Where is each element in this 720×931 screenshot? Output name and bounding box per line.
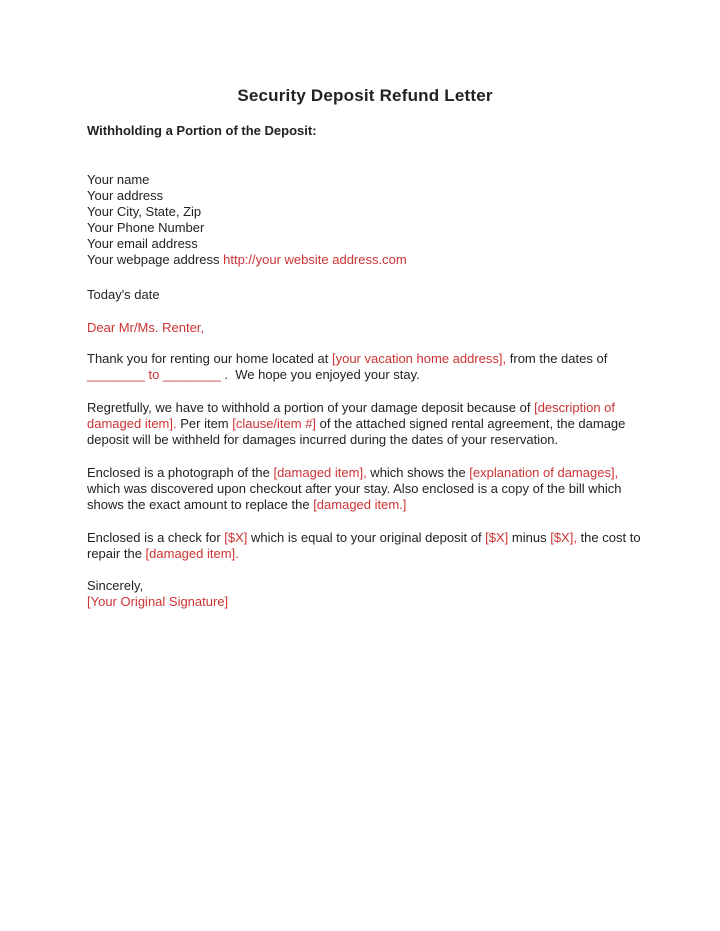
sender-info-block — [87, 172, 643, 268]
sender-name-line: Your name — [87, 172, 150, 187]
paragraph-withhold-reason: Regretfully, we have to withhold a portion of your damage deposit because of [description of damaged item]. Per item [clause/item #] of the attached signed rental agreement, the damage deposit will be withheld for damages incurred during the dates of your reservation. — [87, 400, 626, 447]
salutation: Dear Mr/Ms. Renter, — [87, 320, 205, 335]
closing: Sincerely, — [87, 578, 144, 593]
paragraph-enclosed-photograph: Enclosed is a photograph of the [damaged item], which shows the [explanation of damages], which was discovered upon checkout after your stay. Also enclosed is a copy of the bill which shows the exact amount to replace the [damaged item.] — [87, 465, 622, 512]
sender-address-line: Your address — [87, 188, 164, 203]
document-title: Security Deposit Refund Letter — [237, 86, 493, 105]
date-line: Today's date — [87, 287, 160, 302]
paragraph-enclosed-check: Enclosed is a check for [$X] which is equal to your original deposit of [$X] minus [$X], the cost to repair the [damaged item]. — [87, 530, 641, 561]
signature-placeholder: [Your Original Signature] — [87, 594, 229, 609]
paragraph-thank-you: Thank you for renting our home located at [your vacation home address], from the dates of ________ to ________ . We hope you enjoyed your stay. — [87, 351, 608, 382]
section-heading: Withholding a Portion of the Deposit: — [87, 123, 317, 138]
sender-phone-line: Your Phone Number — [87, 220, 205, 235]
sender-email-line: Your email address — [87, 236, 198, 251]
sender-webpage-line: Your webpage address http://your website address.com — [87, 252, 407, 267]
sender-city-state-zip-line: Your City, State, Zip — [87, 204, 202, 219]
letter-content — [87, 87, 643, 610]
